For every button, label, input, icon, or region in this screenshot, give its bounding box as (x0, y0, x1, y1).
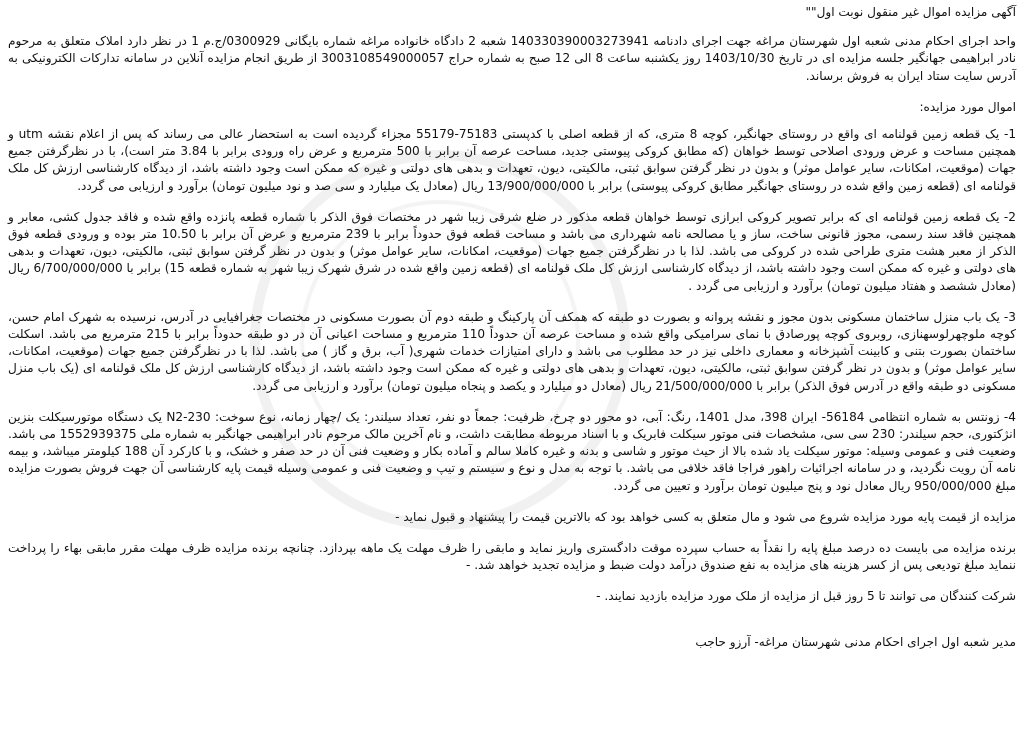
condition-starting-price: مزایده از قیمت پایه مورد مزایده شروع می شود و مال متعلق به کسی خواهد بود که بالاترین قیمت را پیشنهاد و قبول نماید - (395, 509, 1016, 524)
item-1-land-jahangir: 1- یک قطعه زمین قولنامه ای واقع در روستای جهانگیر، کوچه 8 متری، که از قطعه اصلی با کدپستی 75183-55179 مجزاء گردیده است به استحضار عالی می رساند که پس از اعلام نقشه utm و همچنین مساحت و عرض ورودی اصلاحی توسط خواهان (که مطابق کروکی پیوستی جدید، مساحت عرصه آن برابر با 500 مترمربع و عرض راه ورودی برابر با 3.84 متر است)، با در نظرگرفتن جمیع جهات (موقعیت، امکانات، سایر عوامل موثر) و بدون در نظر گرفتن سوابق ثبتی، مالکیتی، دیون، تعهدات و بدهی های دولتی و غیره که ممکن است وجود داشته باشد، از دیدگاه کارشناسی ارزش کل ملک قولنامه ای (قطعه زمین واقع شده در روستای جهانگیر مطابق کروکی پیوستی) برابر با 13/900/000/000 ریال (معادل یک میلیارد و سی صد و نود میلیون تومان) برآورد و ارزیابی می گردد. (8, 127, 1017, 193)
item-2-land-ziba-shahr: 2- یک قطعه زمین قولنامه ای که برابر تصویر کروکی ابرازی توسط خواهان قطعه مذکور در ضلع شرقی زیبا شهر در مختصات فوق الذکر با شماره قطعه پانزده واقع شده و فاقد جدول کشی، معابر و همچنین فاقد سند رسمی، مجوز قانونی ساخت، ساز و یا مصالحه نامه شهرداری می باشد و مساحت قطعه فوق حدوداً برابر با 239 مترمربع و عرض آن برابر با 10.50 متر بوده و ورودی قطعه فوق الذکر از معبر هشت متری طراحی شده در کروکی می باشد. لذا با در نظرگرفتن جمیع جهات (موقعیت، امکانات، سایر عوامل موثر) و بدون در نظر گرفتن سوابق ثبتی، مالکیتی، دیون، تعهدات و بدهی های دولتی و غیره که ممکن است وجود داشته باشد، از دیدگاه کارشناسی ارزش کل ملک قولنامه ای (قطعه زمین واقع شده در شرق شهرک زیبا شهر به شماره قطعه 15) برابر با 6/700/000/000 ریال (معادل ششصد و هفتاد میلیون تومان) برآورد و ارزیابی می گردد . (8, 209, 1016, 293)
signature-line: مدیر شعبه اول اجرای احکام مدنی شهرستان مراغه- آرزو حاجب (695, 634, 1016, 649)
notice-title: آگهی مزایده اموال غیر منقول نوبت اول"" (805, 5, 1016, 19)
item-3-residential-house: 3- یک باب منزل ساختمان مسکونی بدون مجوز و نقشه پروانه و بصورت دو طبقه که همکف آن پارکینگ و طبقه دوم آن بصورت مسکونی در مختصات جغرافیایی در آدرس، نرسیده به شهرک امام حسن، کوچه ملوچهرلوسهنازی، روبروی کوچه پورصادق با نمای سرامیکی واقع شده و مساحت عرصه آن حدوداً 110 مترمربع و مساحت اعیانی آن در دو طبقه حدوداً برابر با 215 مترمربع می باشد. اسکلت ساختمان بصورت بتنی و کابینت آشپزخانه و معماری داخلی نیز در حد مطلوب می باشد و دارای امتیازات خدمات شهری( آب، برق و گاز ) می باشد. لذا با در نظرگرفتن جمیع جهات (موقعیت، امکانات، سایر عوامل موثر) و بدون در نظر گرفتن سوابق ثبتی، مالکیتی، دیون، تعهدات و بدهی های دولتی و غیره که ممکن است وجود داشته باشد، از دیدگاه کارشناسی ارزش کل ملک قولنامه ای (یک باب منزل مسکونی دو طبقه واقع در آدرس فوق الذکر) برابر با 21/500/000/000 ریال (معادل دو میلیارد و یکصد و پنجاه میلیون تومان) برآورد و ارزیابی می گردد. (8, 309, 1016, 393)
items-heading: اموال مورد مزایده: (919, 99, 1016, 114)
intro-paragraph: واحد اجرای احکام مدنی شعبه اول شهرستان مراغه جهت اجرای دادنامه 140330390003273941 شعبه 2 دادگاه خانواده مراغه شماره بایگانی 0300929/ج.م 1 در نظر دارد املاک متعلق به مرحوم نادر ابراهیمی جهانگیر جلسه مزایده ای در تاریخ 1403/10/30 روز یکشنبه ساعت 8 الی 12 صبح به شماره حراج 3003108549000057 از طریق انجام مزایده آنلاین در سامانه تدارکات الکترونیکی به آدرس سایت ستاد ایران به فروش برساند. (8, 34, 1016, 83)
item-4-motorcycle: 4- زونتس به شماره انتظامی 56184- ایران 398، مدل 1401، رنگ: آبی، دو محور دو چرخ، ظرفیت: جمعاً دو نفر، تعداد سیلندر: یک /چهار زمانه، نوع سوخت: N2-230 یک دستگاه موتورسیکلت بنزین انژکتوری، حجم سیلندر: 230 سی سی، مشخصات فنی موتور سیکلت فابریک و با اسناد مربوطه مطابقت داشت، و نام آخرین مالک مرحوم نادر ابراهیمی جهانگیر به شماره ملی 1552939375 می باشد. وضعیت فنی و عمومی وسیله: موتور سیکلت یاد شده بالا از حیث موتور و شاسی و بدنه و غیره کاملا سالم و آماده بکار و وضعیت فنی آن در حد صفر و خشک، و با کارکرد آن 188 کیلومتر میباشد، و بیمه نامه آن رویت نگردید، و در سامانه اجرائیات راهور فراجا فاقد خلافی می باشد. با توجه به مدل و نوع و سیستم و تیپ و وضعیت فنی و عمومی وسیله قیمت پایه کارشناسی آن جهت فروش بصورت مزایده مبلغ 950/000/000 ریال معادل نود و پنج میلیون تومان برآورد و تعیین می گردد. (8, 409, 1017, 493)
condition-deposit: برنده مزایده می بایست ده درصد مبلغ پایه را نقداً به حساب سپرده موقت دادگستری واریز نماید و مابقی را ظرف مهلت یک ماهه بپردازد. چنانچه برنده مزایده ظرف مهلت مقرر مابقی بهاء را پرداخت ننماید مبلغ تودیعی پس از کسر هزینه های مزایده به نفع صندوق درآمد دولت ضبط و مزایده تجدید خواهد شد. - (8, 541, 1016, 573)
condition-visit: شرکت کنندگان می توانند تا 5 روز قبل از مزایده از ملک مورد مزایده بازدید نمایند. - (596, 589, 1016, 604)
